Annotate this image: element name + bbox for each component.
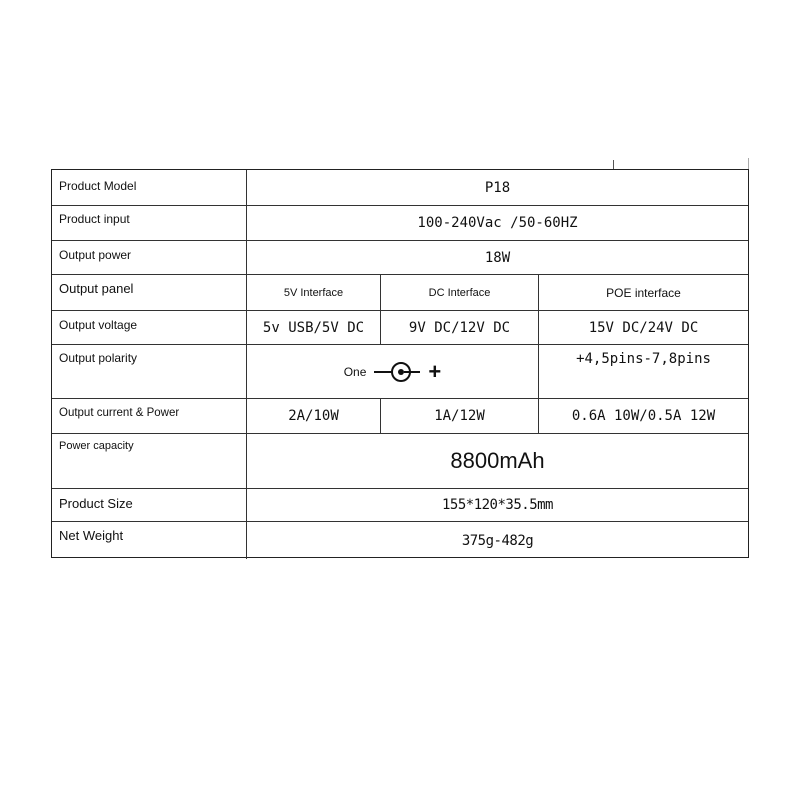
voltage-5v: 5v USB/5V DC [247, 311, 381, 344]
output-power-value: 18W [484, 249, 511, 266]
table-row [52, 488, 748, 521]
row-label: Output panel [52, 275, 247, 310]
current-dc: 1A/12W [381, 399, 539, 433]
table-row [52, 205, 748, 240]
table-row [52, 398, 748, 433]
polarity-diagram [247, 345, 539, 398]
row-label: Output voltage [52, 311, 247, 344]
table-row [52, 170, 748, 205]
spec-table [51, 169, 749, 558]
polarity-text: One [343, 364, 367, 379]
table-row [52, 240, 748, 274]
row-label: Product input [52, 206, 247, 240]
row-label: Output power [52, 241, 247, 274]
table-row [52, 310, 748, 344]
polarity-plus: + [428, 358, 442, 384]
table-row [52, 344, 748, 398]
polarity-poe: +4,5pins-7,8pins [576, 351, 711, 367]
panel-dc-interface: DC Interface [381, 275, 539, 310]
barrel-polarity-icon [372, 361, 422, 383]
net-weight-value: 375g-482g [461, 532, 534, 549]
panel-5v-interface: 5V Interface [247, 275, 381, 310]
current-5v: 2A/10W [247, 399, 381, 433]
table-row [52, 433, 748, 488]
table-row [52, 274, 748, 310]
power-capacity-value: 8800mAh [450, 448, 545, 473]
scan-mark [748, 158, 749, 169]
product-model-value: P18 [484, 179, 511, 196]
voltage-dc: 9V DC/12V DC [381, 311, 539, 344]
row-label: Output polarity [52, 345, 247, 398]
row-label: Output current & Power [52, 399, 247, 433]
product-size-value: 155*120*35.5mm [441, 497, 553, 513]
table-row [52, 521, 748, 559]
row-label: Product Size [52, 489, 247, 521]
row-label: Net Weight [52, 522, 247, 559]
scan-mark [613, 160, 614, 169]
current-poe: 0.6A 10W/0.5A 12W [571, 408, 716, 424]
row-label: Power capacity [52, 434, 247, 488]
product-input-value: 100-240Vac /50-60HZ [417, 215, 578, 231]
row-label: Product Model [52, 170, 247, 205]
panel-poe-interface: POE interface [606, 285, 681, 300]
voltage-poe: 15V DC/24V DC [588, 319, 699, 336]
